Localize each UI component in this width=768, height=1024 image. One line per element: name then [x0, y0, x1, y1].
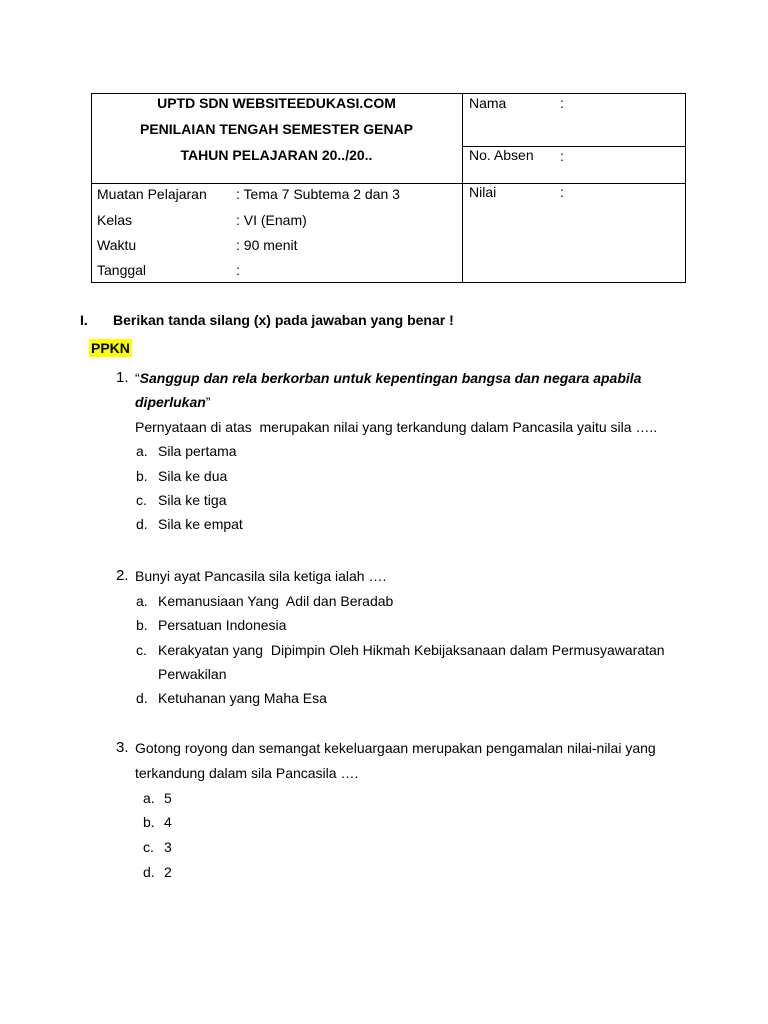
- field-sep-nilai: :: [560, 184, 564, 200]
- academic-year: TAHUN PELAJARAN 20../20..: [180, 147, 373, 163]
- option-text: Sila ke tiga: [158, 492, 227, 508]
- school-name: UPTD SDN WEBSITEEDUKASI.COM: [157, 95, 396, 111]
- option-text: 2: [164, 864, 172, 880]
- info-label-muatan: Muatan Pelajaran: [97, 186, 207, 202]
- section-number: I.: [80, 312, 88, 328]
- option-letter: d.: [136, 516, 148, 532]
- question-number: 3.: [116, 739, 129, 756]
- option-letter: d.: [136, 690, 148, 706]
- option-letter: b.: [136, 468, 148, 484]
- option-text: Sila ke dua: [158, 468, 228, 484]
- section-instruction: Berikan tanda silang (x) pada jawaban yang benar !: [113, 312, 454, 328]
- option-letter: a.: [136, 443, 148, 459]
- question-text: Gotong royong dan semangat kekeluargaan merupakan pengamalan nilai-nilai yang: [135, 740, 656, 756]
- question-text: terkandung dalam sila Pancasila ….: [135, 765, 359, 781]
- field-sep-absen: :: [560, 148, 564, 164]
- field-label-nilai: Nilai: [469, 184, 497, 200]
- option-text: 4: [164, 814, 172, 830]
- quote-text: Sanggup dan rela berkorban untuk kepentingan bangsa dan negara apabila: [139, 370, 642, 386]
- option-text: Ketuhanan yang Maha Esa: [158, 690, 327, 706]
- header-divider-vertical: [462, 93, 463, 283]
- info-label-tanggal: Tanggal: [97, 262, 147, 278]
- option-text: Persatuan Indonesia: [158, 617, 287, 633]
- option-letter: b.: [136, 617, 148, 633]
- option-text: 3: [164, 839, 172, 855]
- info-label-kelas: Kelas: [97, 212, 133, 228]
- question-number: 2.: [116, 567, 129, 584]
- header-divider-horizontal: [91, 183, 685, 184]
- option-text: Kemanusiaan Yang Adil dan Beradab: [158, 593, 394, 609]
- option-letter: b.: [143, 814, 155, 830]
- option-letter: a.: [136, 593, 148, 609]
- info-label-waktu: Waktu: [97, 237, 137, 253]
- question-prompt: Pernyataan di atas merupakan nilai yang terkandung dalam Pancasila yaitu sila …..: [135, 419, 658, 435]
- option-text: Kerakyatan yang Dipimpin Oleh Hikmah Kebijaksanaan dalam Permusyawaratan: [158, 642, 665, 658]
- info-value-waktu: : 90 menit: [236, 237, 298, 253]
- quote-text: diperlukan: [135, 394, 206, 410]
- question-quote-line-1: [135, 369, 641, 387]
- option-letter: a.: [143, 790, 155, 806]
- info-value-tanggal: :: [236, 262, 240, 278]
- open-quote: “: [135, 370, 140, 386]
- info-value-muatan: : Tema 7 Subtema 2 dan 3: [236, 186, 400, 202]
- option-letter: c.: [136, 642, 147, 658]
- option-letter: d.: [143, 864, 155, 880]
- field-label-absen: No. Absen: [469, 147, 534, 163]
- info-value-kelas: : VI (Enam): [236, 212, 307, 228]
- field-sep-nama: :: [560, 95, 564, 111]
- question-text: Bunyi ayat Pancasila sila ketiga ialah ….: [135, 568, 387, 584]
- subject-highlight: PPKN: [91, 340, 130, 356]
- option-text: 5: [164, 790, 172, 806]
- option-text: Sila ke empat: [158, 516, 243, 532]
- question-number: 1.: [116, 369, 129, 386]
- option-letter: c.: [143, 839, 154, 855]
- question-quote-line-2: [135, 393, 210, 411]
- option-letter: c.: [136, 492, 147, 508]
- exam-title: PENILAIAN TENGAH SEMESTER GENAP: [139, 121, 414, 137]
- close-quote: ”: [205, 394, 211, 410]
- field-label-nama: Nama: [469, 95, 507, 111]
- option-text: Sila pertama: [158, 443, 237, 459]
- option-text-continuation: Perwakilan: [158, 666, 227, 682]
